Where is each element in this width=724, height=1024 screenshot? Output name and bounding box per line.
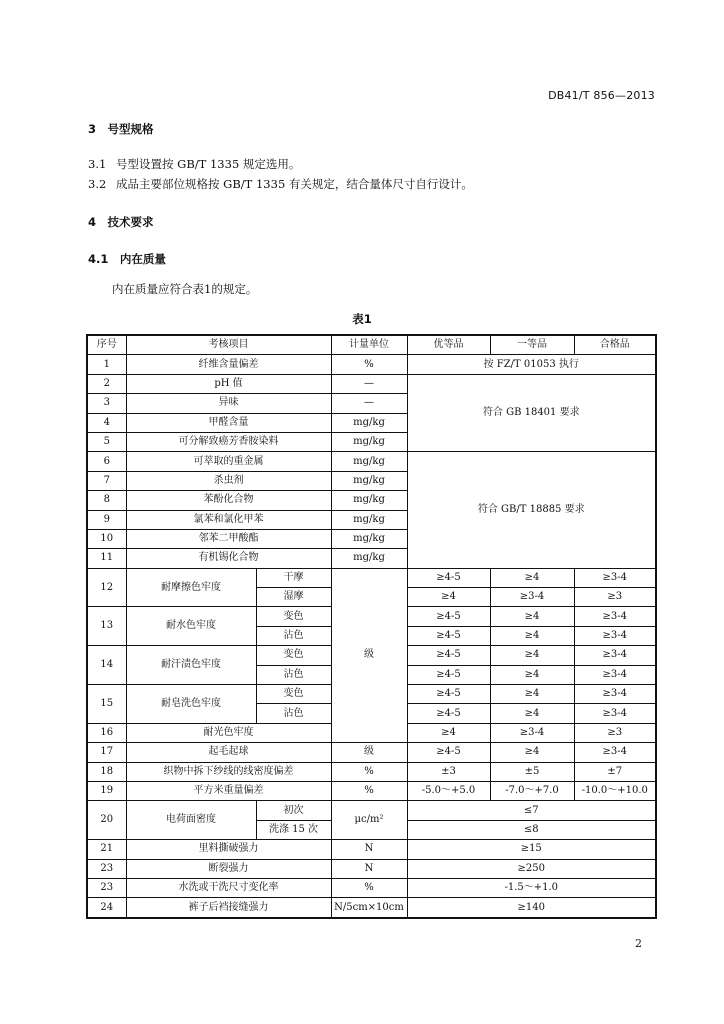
- item-cell: 水洗或干洗尺寸变化率: [126, 878, 331, 897]
- page-number: 2: [635, 937, 642, 950]
- grade-2-cell: ≥4: [490, 685, 574, 704]
- grade-1-cell: ≥4-5: [407, 626, 490, 645]
- item-cell: 苯酚化合物: [126, 491, 331, 510]
- grade-3-cell: ≥3-4: [574, 646, 656, 665]
- header-grade-1: 优等品: [407, 335, 490, 355]
- clause-3-2-text: 成品主要部位规格按 GB/T 1335 有关规定，结合量体尺寸自行设计。: [116, 177, 473, 191]
- unit-cell: mg/kg: [331, 471, 407, 490]
- unit-cell: mg/kg: [331, 452, 407, 471]
- section-4-heading: 4 技术要求: [88, 215, 154, 229]
- table-row: [87, 801, 656, 820]
- grade-2-cell: ≥4: [490, 665, 574, 684]
- clause-3-1-number: 3.1: [88, 157, 107, 171]
- value-cell: ≤8: [407, 820, 656, 839]
- table-row: [87, 762, 656, 781]
- item-cell: 氯苯和氯化甲苯: [126, 510, 331, 529]
- table-row: [87, 452, 656, 471]
- sub-item-cell: 变色: [256, 646, 331, 665]
- grade-3-cell: ≥3-4: [574, 685, 656, 704]
- unit-cell: mg/kg: [331, 510, 407, 529]
- item-cell: 可分解致癌芳香胺染料: [126, 432, 331, 451]
- document-header-id: DB41/T 856—2013: [548, 89, 655, 102]
- grade-1-cell: ≥4: [407, 723, 490, 742]
- unit-cell: %: [331, 762, 407, 781]
- sub-item-cell: 湿摩: [256, 588, 331, 607]
- seq-cell: 17: [87, 743, 126, 762]
- seq-cell: 11: [87, 549, 126, 568]
- grade-3-cell: ≥3-4: [574, 607, 656, 626]
- sub-item-cell: 洗涤 15 次: [256, 820, 331, 839]
- value-cell: 按 FZ/T 01053 执行: [407, 355, 656, 374]
- item-cell: 断裂强力: [126, 859, 331, 878]
- grade-2-cell: ≥4: [490, 743, 574, 762]
- item-cell: 杀虫剂: [126, 471, 331, 490]
- seq-cell: 20: [87, 801, 126, 840]
- table-row: [87, 355, 656, 374]
- value-cell: -1.5～+1.0: [407, 878, 656, 897]
- grade-1-cell: ≥4-5: [407, 568, 490, 587]
- unit-cell: —: [331, 374, 407, 393]
- grade-3-cell: ≥3: [574, 723, 656, 742]
- grade-2-cell: ≥4: [490, 568, 574, 587]
- seq-cell: 6: [87, 452, 126, 471]
- seq-cell: 8: [87, 491, 126, 510]
- unit-cell: mg/kg: [331, 413, 407, 432]
- unit-cell-fastness: 级: [331, 568, 407, 743]
- unit-cell: 级: [331, 743, 407, 762]
- grade-1-cell: ≥4-5: [407, 607, 490, 626]
- item-cell: 耐光色牢度: [126, 723, 331, 742]
- item-cell: 起毛起球: [126, 743, 331, 762]
- header-grade-2: 一等品: [490, 335, 574, 355]
- seq-cell: 16: [87, 723, 126, 742]
- unit-cell: —: [331, 394, 407, 413]
- seq-cell: 12: [87, 568, 126, 607]
- clause-3-2-number: 3.2: [88, 177, 107, 191]
- value-cell: ≥140: [407, 898, 656, 918]
- grade-3-cell: ≥3-4: [574, 665, 656, 684]
- seq-cell: 13: [87, 607, 126, 646]
- seq-cell: 4: [87, 413, 126, 432]
- seq-cell: 23: [87, 859, 126, 878]
- item-cell: 织物中拆下纱线的线密度偏差: [126, 762, 331, 781]
- seq-cell: 21: [87, 840, 126, 859]
- grade-2-cell: ≥4: [490, 704, 574, 723]
- seq-cell: 10: [87, 529, 126, 548]
- grade-3-cell: ≥3-4: [574, 568, 656, 587]
- unit-cell: %: [331, 878, 407, 897]
- item-cell: 裤子后裆接缝强力: [126, 898, 331, 918]
- grade-2-cell: ≥4: [490, 607, 574, 626]
- grade-1-cell: ±3: [407, 762, 490, 781]
- unit-cell: μc/m²: [331, 801, 407, 840]
- seq-cell: 2: [87, 374, 126, 393]
- grade-2-cell: ≥3-4: [490, 588, 574, 607]
- header-grade-3: 合格品: [574, 335, 656, 355]
- unit-cell: N: [331, 840, 407, 859]
- item-cell: 邻苯二甲酸酯: [126, 529, 331, 548]
- quality-table: [86, 334, 657, 919]
- table-row: [87, 840, 656, 859]
- value-cell: ≥15: [407, 840, 656, 859]
- sub-item-cell: 变色: [256, 607, 331, 626]
- grade-2-cell: ≥4: [490, 626, 574, 645]
- seq-cell: 9: [87, 510, 126, 529]
- header-item: 考核项目: [126, 335, 331, 355]
- value-cell-gb18885: 符合 GB/T 18885 要求: [407, 452, 656, 568]
- seq-cell: 7: [87, 471, 126, 490]
- header-seq: 序号: [87, 335, 126, 355]
- sub-item-cell: 变色: [256, 685, 331, 704]
- grade-1-cell: ≥4-5: [407, 665, 490, 684]
- table-row: [87, 878, 656, 897]
- table-row: [87, 781, 656, 800]
- unit-cell: %: [331, 355, 407, 374]
- item-cell: 电荷面密度: [126, 801, 256, 840]
- sub-item-cell: 干摩: [256, 568, 331, 587]
- item-cell: 可萃取的重金属: [126, 452, 331, 471]
- item-cell: 里料撕破强力: [126, 840, 331, 859]
- seq-cell: 24: [87, 898, 126, 918]
- section-3-heading: 3 号型规格: [88, 122, 154, 136]
- grade-1-cell: ≥4-5: [407, 743, 490, 762]
- table-header-row: [87, 335, 656, 355]
- table-caption: 表1: [352, 312, 372, 326]
- item-cell: 异味: [126, 394, 331, 413]
- grade-3-cell: ≥3: [574, 588, 656, 607]
- unit-cell: mg/kg: [331, 529, 407, 548]
- grade-1-cell: ≥4-5: [407, 704, 490, 723]
- unit-cell: mg/kg: [331, 432, 407, 451]
- grade-2-cell: ≥3-4: [490, 723, 574, 742]
- grade-1-cell: ≥4: [407, 588, 490, 607]
- unit-cell: N/5cm×10cm: [331, 898, 407, 918]
- header-unit: 计量单位: [331, 335, 407, 355]
- clause-3-1: [88, 156, 300, 172]
- sub-item-cell: 沾色: [256, 704, 331, 723]
- table-row: [87, 568, 656, 587]
- clause-3-2: [88, 176, 473, 192]
- value-cell-gb18401: 符合 GB 18401 要求: [407, 374, 656, 452]
- seq-cell: 5: [87, 432, 126, 451]
- table-row: [87, 743, 656, 762]
- seq-cell: 23: [87, 878, 126, 897]
- seq-cell: 3: [87, 394, 126, 413]
- section-4-1-heading: 4.1 内在质量: [88, 252, 166, 266]
- unit-cell: %: [331, 781, 407, 800]
- item-cell: 耐皂洗色牢度: [126, 685, 256, 724]
- item-cell: pH 值: [126, 374, 331, 393]
- value-cell: ≥250: [407, 859, 656, 878]
- grade-3-cell: -10.0～+10.0: [574, 781, 656, 800]
- seq-cell: 1: [87, 355, 126, 374]
- seq-cell: 19: [87, 781, 126, 800]
- grade-3-cell: ≥3-4: [574, 743, 656, 762]
- item-cell: 耐汗渍色牢度: [126, 646, 256, 685]
- seq-cell: 15: [87, 685, 126, 724]
- grade-2-cell: -7.0～+7.0: [490, 781, 574, 800]
- table-row: [87, 859, 656, 878]
- unit-cell: mg/kg: [331, 549, 407, 568]
- unit-cell: N: [331, 859, 407, 878]
- grade-2-cell: ±5: [490, 762, 574, 781]
- sub-item-cell: 初次: [256, 801, 331, 820]
- seq-cell: 18: [87, 762, 126, 781]
- item-cell: 耐水色牢度: [126, 607, 256, 646]
- item-cell: 纤维含量偏差: [126, 355, 331, 374]
- grade-3-cell: ≥3-4: [574, 626, 656, 645]
- sub-item-cell: 沾色: [256, 626, 331, 645]
- grade-3-cell: ±7: [574, 762, 656, 781]
- item-cell: 耐摩擦色牢度: [126, 568, 256, 607]
- seq-cell: 14: [87, 646, 126, 685]
- sub-item-cell: 沾色: [256, 665, 331, 684]
- item-cell: 平方米重量偏差: [126, 781, 331, 800]
- value-cell: ≤7: [407, 801, 656, 820]
- grade-3-cell: ≥3-4: [574, 704, 656, 723]
- item-cell: 有机锡化合物: [126, 549, 331, 568]
- grade-1-cell: -5.0～+5.0: [407, 781, 490, 800]
- section-4-1-intro: 内在质量应符合表1的规定。: [112, 282, 258, 296]
- grade-1-cell: ≥4-5: [407, 685, 490, 704]
- grade-1-cell: ≥4-5: [407, 646, 490, 665]
- clause-3-1-text: 号型设置按 GB/T 1335 规定选用。: [116, 157, 301, 171]
- table-row: [87, 898, 656, 918]
- item-cell: 甲醛含量: [126, 413, 331, 432]
- table-row: [87, 374, 656, 393]
- unit-cell: mg/kg: [331, 491, 407, 510]
- grade-2-cell: ≥4: [490, 646, 574, 665]
